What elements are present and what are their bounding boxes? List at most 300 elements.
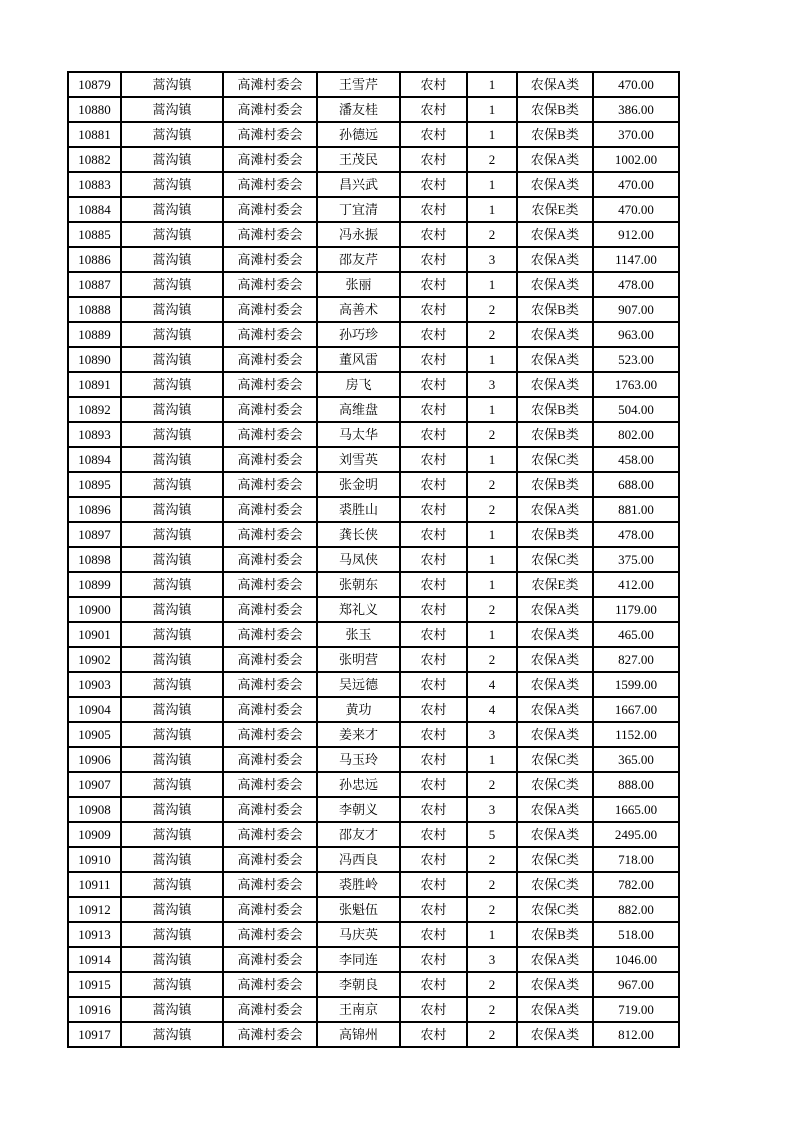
cell-person-count: 2 (467, 222, 517, 247)
table-row (68, 972, 679, 997)
cell-person-count: 2 (467, 997, 517, 1022)
table-row (68, 222, 679, 247)
cell-insurance-category: 农保A类 (517, 797, 593, 822)
cell-person-count: 2 (467, 972, 517, 997)
cell-record-id: 10887 (68, 272, 121, 297)
cell-amount: 1152.00 (593, 722, 679, 747)
cell-person-count: 4 (467, 697, 517, 722)
cell-village-committee: 高滩村委会 (223, 697, 317, 722)
cell-town: 蒿沟镇 (121, 797, 223, 822)
cell-record-id: 10885 (68, 222, 121, 247)
cell-village-committee: 高滩村委会 (223, 622, 317, 647)
cell-area-type: 农村 (400, 997, 467, 1022)
cell-insurance-category: 农保C类 (517, 447, 593, 472)
cell-village-committee: 高滩村委会 (223, 972, 317, 997)
cell-amount: 907.00 (593, 297, 679, 322)
cell-person-count: 2 (467, 297, 517, 322)
cell-town: 蒿沟镇 (121, 722, 223, 747)
cell-village-committee: 高滩村委会 (223, 872, 317, 897)
cell-town: 蒿沟镇 (121, 222, 223, 247)
cell-record-id: 10902 (68, 647, 121, 672)
cell-person-name: 李同连 (317, 947, 400, 972)
cell-person-name: 高维盘 (317, 397, 400, 422)
cell-person-name: 冯西良 (317, 847, 400, 872)
cell-village-committee: 高滩村委会 (223, 397, 317, 422)
cell-person-name: 孙巧珍 (317, 322, 400, 347)
cell-amount: 478.00 (593, 272, 679, 297)
cell-village-committee: 高滩村委会 (223, 572, 317, 597)
cell-town: 蒿沟镇 (121, 422, 223, 447)
cell-person-count: 1 (467, 397, 517, 422)
table-row (68, 747, 679, 772)
cell-person-name: 王雪芹 (317, 72, 400, 97)
table-row (68, 122, 679, 147)
cell-insurance-category: 农保A类 (517, 222, 593, 247)
cell-insurance-category: 农保E类 (517, 197, 593, 222)
cell-town: 蒿沟镇 (121, 822, 223, 847)
cell-insurance-category: 农保A类 (517, 722, 593, 747)
cell-town: 蒿沟镇 (121, 1022, 223, 1047)
cell-area-type: 农村 (400, 322, 467, 347)
cell-village-committee: 高滩村委会 (223, 197, 317, 222)
cell-insurance-category: 农保A类 (517, 272, 593, 297)
cell-amount: 1147.00 (593, 247, 679, 272)
cell-record-id: 10892 (68, 397, 121, 422)
cell-area-type: 农村 (400, 72, 467, 97)
cell-insurance-category: 农保A类 (517, 347, 593, 372)
cell-village-committee: 高滩村委会 (223, 297, 317, 322)
cell-insurance-category: 农保A类 (517, 947, 593, 972)
table-row (68, 772, 679, 797)
cell-record-id: 10883 (68, 172, 121, 197)
cell-insurance-category: 农保A类 (517, 672, 593, 697)
cell-area-type: 农村 (400, 597, 467, 622)
cell-area-type: 农村 (400, 822, 467, 847)
cell-person-name: 郑礼义 (317, 597, 400, 622)
cell-area-type: 农村 (400, 197, 467, 222)
cell-person-count: 2 (467, 1022, 517, 1047)
cell-town: 蒿沟镇 (121, 97, 223, 122)
cell-area-type: 农村 (400, 622, 467, 647)
cell-person-count: 2 (467, 497, 517, 522)
cell-person-name: 董风雷 (317, 347, 400, 372)
cell-village-committee: 高滩村委会 (223, 547, 317, 572)
cell-amount: 1763.00 (593, 372, 679, 397)
cell-village-committee: 高滩村委会 (223, 847, 317, 872)
cell-person-name: 裘胜山 (317, 497, 400, 522)
cell-area-type: 农村 (400, 447, 467, 472)
cell-area-type: 农村 (400, 872, 467, 897)
cell-amount: 963.00 (593, 322, 679, 347)
cell-area-type: 农村 (400, 397, 467, 422)
cell-person-name: 邵友芹 (317, 247, 400, 272)
cell-record-id: 10911 (68, 872, 121, 897)
cell-person-count: 2 (467, 472, 517, 497)
cell-town: 蒿沟镇 (121, 322, 223, 347)
cell-amount: 1667.00 (593, 697, 679, 722)
cell-area-type: 农村 (400, 772, 467, 797)
cell-person-name: 王茂民 (317, 147, 400, 172)
cell-person-name: 张魁伍 (317, 897, 400, 922)
cell-insurance-category: 农保C类 (517, 872, 593, 897)
cell-area-type: 农村 (400, 897, 467, 922)
cell-insurance-category: 农保C类 (517, 747, 593, 772)
cell-person-count: 1 (467, 72, 517, 97)
cell-village-committee: 高滩村委会 (223, 797, 317, 822)
cell-person-count: 2 (467, 897, 517, 922)
cell-person-name: 裘胜岭 (317, 872, 400, 897)
cell-insurance-category: 农保B类 (517, 297, 593, 322)
table-row (68, 897, 679, 922)
cell-record-id: 10900 (68, 597, 121, 622)
cell-insurance-category: 农保B类 (517, 922, 593, 947)
cell-village-committee: 高滩村委会 (223, 922, 317, 947)
cell-town: 蒿沟镇 (121, 847, 223, 872)
cell-insurance-category: 农保A类 (517, 147, 593, 172)
cell-insurance-category: 农保B类 (517, 422, 593, 447)
cell-person-count: 1 (467, 272, 517, 297)
cell-person-count: 2 (467, 422, 517, 447)
cell-area-type: 农村 (400, 697, 467, 722)
cell-person-name: 张朝东 (317, 572, 400, 597)
table-row (68, 297, 679, 322)
cell-record-id: 10908 (68, 797, 121, 822)
cell-person-count: 2 (467, 322, 517, 347)
cell-record-id: 10914 (68, 947, 121, 972)
cell-village-committee: 高滩村委会 (223, 447, 317, 472)
table-body (68, 72, 679, 1047)
cell-record-id: 10884 (68, 197, 121, 222)
cell-village-committee: 高滩村委会 (223, 347, 317, 372)
cell-person-count: 1 (467, 547, 517, 572)
cell-amount: 386.00 (593, 97, 679, 122)
cell-amount: 802.00 (593, 422, 679, 447)
cell-amount: 458.00 (593, 447, 679, 472)
cell-town: 蒿沟镇 (121, 122, 223, 147)
cell-amount: 881.00 (593, 497, 679, 522)
cell-town: 蒿沟镇 (121, 172, 223, 197)
cell-record-id: 10891 (68, 372, 121, 397)
cell-person-count: 2 (467, 772, 517, 797)
table-row (68, 572, 679, 597)
table-row (68, 597, 679, 622)
cell-person-count: 2 (467, 647, 517, 672)
cell-amount: 688.00 (593, 472, 679, 497)
cell-area-type: 农村 (400, 847, 467, 872)
cell-area-type: 农村 (400, 347, 467, 372)
cell-village-committee: 高滩村委会 (223, 522, 317, 547)
cell-insurance-category: 农保A类 (517, 322, 593, 347)
cell-insurance-category: 农保B类 (517, 397, 593, 422)
table-row (68, 947, 679, 972)
cell-person-count: 2 (467, 847, 517, 872)
cell-insurance-category: 农保B类 (517, 97, 593, 122)
cell-person-count: 3 (467, 247, 517, 272)
cell-person-name: 孙德远 (317, 122, 400, 147)
cell-record-id: 10905 (68, 722, 121, 747)
cell-person-name: 王南京 (317, 997, 400, 1022)
cell-person-name: 吴远德 (317, 672, 400, 697)
cell-person-count: 1 (467, 122, 517, 147)
cell-record-id: 10912 (68, 897, 121, 922)
cell-village-committee: 高滩村委会 (223, 222, 317, 247)
cell-area-type: 农村 (400, 722, 467, 747)
cell-area-type: 农村 (400, 272, 467, 297)
cell-record-id: 10915 (68, 972, 121, 997)
cell-insurance-category: 农保C类 (517, 547, 593, 572)
cell-town: 蒿沟镇 (121, 522, 223, 547)
cell-person-count: 3 (467, 372, 517, 397)
table-row (68, 797, 679, 822)
table-row (68, 1022, 679, 1047)
cell-insurance-category: 农保A类 (517, 247, 593, 272)
cell-person-count: 1 (467, 622, 517, 647)
cell-person-name: 刘雪英 (317, 447, 400, 472)
cell-person-count: 3 (467, 797, 517, 822)
cell-amount: 2495.00 (593, 822, 679, 847)
cell-amount: 827.00 (593, 647, 679, 672)
cell-amount: 718.00 (593, 847, 679, 872)
cell-amount: 719.00 (593, 997, 679, 1022)
table-row (68, 622, 679, 647)
cell-insurance-category: 农保A类 (517, 622, 593, 647)
cell-village-committee: 高滩村委会 (223, 747, 317, 772)
cell-record-id: 10906 (68, 747, 121, 772)
cell-record-id: 10890 (68, 347, 121, 372)
cell-insurance-category: 农保A类 (517, 372, 593, 397)
cell-record-id: 10917 (68, 1022, 121, 1047)
cell-insurance-category: 农保A类 (517, 647, 593, 672)
cell-insurance-category: 农保A类 (517, 822, 593, 847)
table-row (68, 847, 679, 872)
cell-record-id: 10916 (68, 997, 121, 1022)
table-row (68, 272, 679, 297)
cell-amount: 882.00 (593, 897, 679, 922)
cell-record-id: 10901 (68, 622, 121, 647)
table-row (68, 397, 679, 422)
cell-person-name: 姜来才 (317, 722, 400, 747)
cell-person-count: 2 (467, 147, 517, 172)
cell-insurance-category: 农保A类 (517, 697, 593, 722)
cell-amount: 1665.00 (593, 797, 679, 822)
cell-village-committee: 高滩村委会 (223, 322, 317, 347)
cell-area-type: 农村 (400, 797, 467, 822)
cell-person-name: 丁宜清 (317, 197, 400, 222)
table-row (68, 647, 679, 672)
cell-person-name: 张玉 (317, 622, 400, 647)
table-row (68, 322, 679, 347)
cell-person-name: 张金明 (317, 472, 400, 497)
cell-town: 蒿沟镇 (121, 597, 223, 622)
cell-record-id: 10882 (68, 147, 121, 172)
cell-person-name: 张明营 (317, 647, 400, 672)
cell-insurance-category: 农保A类 (517, 597, 593, 622)
cell-amount: 375.00 (593, 547, 679, 572)
cell-village-committee: 高滩村委会 (223, 247, 317, 272)
cell-area-type: 农村 (400, 147, 467, 172)
cell-person-count: 1 (467, 172, 517, 197)
cell-record-id: 10888 (68, 297, 121, 322)
cell-record-id: 10894 (68, 447, 121, 472)
cell-area-type: 农村 (400, 497, 467, 522)
cell-village-committee: 高滩村委会 (223, 72, 317, 97)
cell-amount: 470.00 (593, 197, 679, 222)
cell-village-committee: 高滩村委会 (223, 372, 317, 397)
cell-person-name: 李朝义 (317, 797, 400, 822)
cell-area-type: 农村 (400, 747, 467, 772)
table-row (68, 72, 679, 97)
cell-village-committee: 高滩村委会 (223, 647, 317, 672)
cell-town: 蒿沟镇 (121, 297, 223, 322)
cell-person-count: 3 (467, 722, 517, 747)
cell-town: 蒿沟镇 (121, 647, 223, 672)
cell-town: 蒿沟镇 (121, 472, 223, 497)
table-row (68, 672, 679, 697)
cell-amount: 782.00 (593, 872, 679, 897)
cell-town: 蒿沟镇 (121, 447, 223, 472)
cell-amount: 812.00 (593, 1022, 679, 1047)
cell-area-type: 农村 (400, 297, 467, 322)
cell-insurance-category: 农保C类 (517, 897, 593, 922)
cell-person-count: 1 (467, 97, 517, 122)
cell-area-type: 农村 (400, 522, 467, 547)
cell-person-name: 马太华 (317, 422, 400, 447)
cell-village-committee: 高滩村委会 (223, 147, 317, 172)
cell-area-type: 农村 (400, 672, 467, 697)
cell-insurance-category: 农保A类 (517, 72, 593, 97)
cell-person-name: 黄功 (317, 697, 400, 722)
cell-area-type: 农村 (400, 472, 467, 497)
cell-town: 蒿沟镇 (121, 922, 223, 947)
cell-area-type: 农村 (400, 97, 467, 122)
cell-town: 蒿沟镇 (121, 872, 223, 897)
cell-person-name: 孙忠远 (317, 772, 400, 797)
cell-town: 蒿沟镇 (121, 272, 223, 297)
cell-town: 蒿沟镇 (121, 347, 223, 372)
cell-village-committee: 高滩村委会 (223, 772, 317, 797)
cell-insurance-category: 农保A类 (517, 1022, 593, 1047)
cell-area-type: 农村 (400, 422, 467, 447)
cell-amount: 465.00 (593, 622, 679, 647)
cell-person-count: 1 (467, 447, 517, 472)
cell-person-name: 李朝良 (317, 972, 400, 997)
cell-village-committee: 高滩村委会 (223, 422, 317, 447)
cell-record-id: 10899 (68, 572, 121, 597)
cell-person-name: 高善术 (317, 297, 400, 322)
table-row (68, 247, 679, 272)
cell-person-name: 高锦州 (317, 1022, 400, 1047)
cell-amount: 470.00 (593, 72, 679, 97)
cell-person-name: 张丽 (317, 272, 400, 297)
cell-record-id: 10893 (68, 422, 121, 447)
cell-insurance-category: 农保E类 (517, 572, 593, 597)
cell-record-id: 10880 (68, 97, 121, 122)
cell-town: 蒿沟镇 (121, 697, 223, 722)
cell-insurance-category: 农保B类 (517, 522, 593, 547)
cell-town: 蒿沟镇 (121, 772, 223, 797)
cell-village-committee: 高滩村委会 (223, 97, 317, 122)
cell-person-count: 2 (467, 597, 517, 622)
cell-area-type: 农村 (400, 572, 467, 597)
cell-amount: 1599.00 (593, 672, 679, 697)
cell-village-committee: 高滩村委会 (223, 897, 317, 922)
cell-person-name: 冯永振 (317, 222, 400, 247)
cell-insurance-category: 农保B类 (517, 122, 593, 147)
cell-person-name: 潘友桂 (317, 97, 400, 122)
table-row (68, 522, 679, 547)
table-row (68, 872, 679, 897)
table-row (68, 172, 679, 197)
cell-village-committee: 高滩村委会 (223, 672, 317, 697)
table-row (68, 422, 679, 447)
cell-record-id: 10907 (68, 772, 121, 797)
cell-area-type: 农村 (400, 172, 467, 197)
table-row (68, 997, 679, 1022)
cell-village-committee: 高滩村委会 (223, 722, 317, 747)
table-row (68, 697, 679, 722)
cell-amount: 518.00 (593, 922, 679, 947)
cell-village-committee: 高滩村委会 (223, 997, 317, 1022)
cell-town: 蒿沟镇 (121, 372, 223, 397)
table-row (68, 97, 679, 122)
cell-town: 蒿沟镇 (121, 497, 223, 522)
cell-record-id: 10896 (68, 497, 121, 522)
cell-record-id: 10909 (68, 822, 121, 847)
cell-person-name: 邵友才 (317, 822, 400, 847)
cell-town: 蒿沟镇 (121, 72, 223, 97)
cell-amount: 888.00 (593, 772, 679, 797)
cell-town: 蒿沟镇 (121, 572, 223, 597)
cell-amount: 478.00 (593, 522, 679, 547)
cell-town: 蒿沟镇 (121, 147, 223, 172)
cell-area-type: 农村 (400, 372, 467, 397)
table-row (68, 472, 679, 497)
table-row (68, 197, 679, 222)
cell-village-committee: 高滩村委会 (223, 822, 317, 847)
cell-town: 蒿沟镇 (121, 972, 223, 997)
cell-insurance-category: 农保C类 (517, 772, 593, 797)
cell-person-name: 龚长侠 (317, 522, 400, 547)
table-row (68, 147, 679, 172)
cell-person-name: 昌兴武 (317, 172, 400, 197)
cell-insurance-category: 农保A类 (517, 172, 593, 197)
cell-insurance-category: 农保A类 (517, 997, 593, 1022)
cell-record-id: 10903 (68, 672, 121, 697)
cell-amount: 967.00 (593, 972, 679, 997)
table-row (68, 547, 679, 572)
cell-town: 蒿沟镇 (121, 672, 223, 697)
cell-area-type: 农村 (400, 1022, 467, 1047)
cell-village-committee: 高滩村委会 (223, 597, 317, 622)
cell-village-committee: 高滩村委会 (223, 472, 317, 497)
cell-town: 蒿沟镇 (121, 547, 223, 572)
cell-person-count: 4 (467, 672, 517, 697)
cell-village-committee: 高滩村委会 (223, 497, 317, 522)
cell-area-type: 农村 (400, 547, 467, 572)
cell-amount: 1002.00 (593, 147, 679, 172)
cell-amount: 365.00 (593, 747, 679, 772)
cell-village-committee: 高滩村委会 (223, 947, 317, 972)
cell-person-count: 1 (467, 922, 517, 947)
cell-person-name: 马庆英 (317, 922, 400, 947)
cell-amount: 912.00 (593, 222, 679, 247)
cell-person-count: 1 (467, 572, 517, 597)
cell-town: 蒿沟镇 (121, 947, 223, 972)
cell-area-type: 农村 (400, 972, 467, 997)
cell-area-type: 农村 (400, 222, 467, 247)
cell-record-id: 10904 (68, 697, 121, 722)
cell-person-count: 1 (467, 522, 517, 547)
